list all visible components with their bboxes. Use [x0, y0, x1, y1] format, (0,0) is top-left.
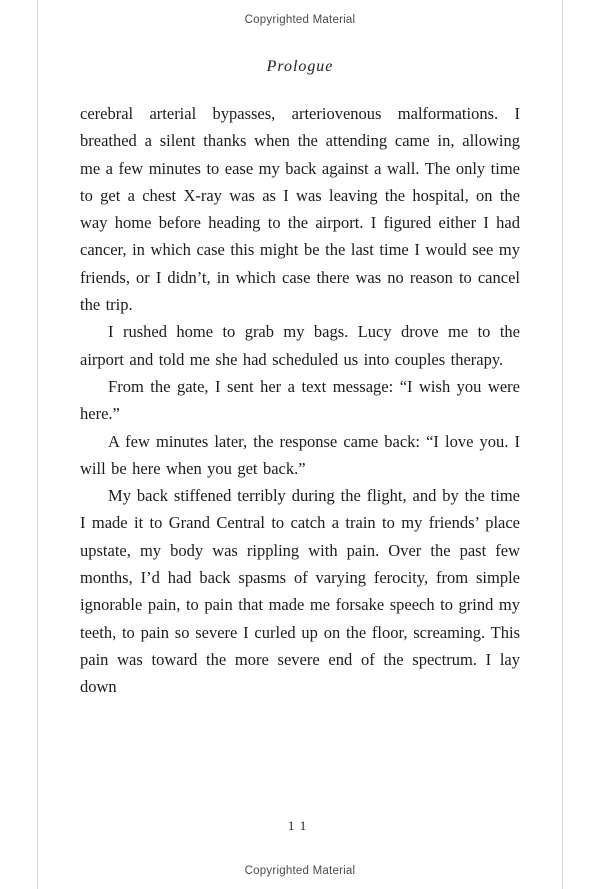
page-edge-left [37, 0, 38, 889]
body-text [80, 100, 520, 701]
chapter-title: Prologue [266, 58, 334, 75]
page-number: 11 [287, 818, 313, 833]
paragraph: From the gate, I sent her a text message: “I wish you were here.” [80, 376, 520, 424]
paragraph: I rushed home to grab my bags. Lucy drove me to the airport and told me she had scheduled us into couples therapy. [80, 322, 520, 369]
paragraph: A few minutes later, the response came back: “I love you. I will be here when you get back.” [80, 431, 520, 478]
paragraph: My back stiffened terribly during the flight, and by the time I made it to Grand Central to catch a train to my friends’ place upstate, my body was rippling with pain. Over the past few months, I’d had back spasms of varying ferocity, from simple ignorable pain, to pain that made me forsake speech to grind my teeth, to pain so severe I curled up on the floor, screaming. This pain was toward the more severe end of the spectrum. I lay down [80, 486, 520, 697]
paragraph: cerebral arterial bypasses, arteriovenous malformations. I breathed a silent thanks when the attending came in, allowing me a few minutes to ease my back against a wall. The only time to get a chest X-ray was as I was leaving the hospital, on the way home before heading to the airport. I figured either I had cancer, in which case this might be the last time I would see my friends, or I didn’t, in which case there was no reason to cancel the trip. [80, 104, 520, 315]
page-edge-right [562, 0, 563, 889]
copyright-notice-bottom: Copyrighted Material [244, 865, 356, 877]
copyright-notice-top: Copyrighted Material [244, 14, 356, 26]
